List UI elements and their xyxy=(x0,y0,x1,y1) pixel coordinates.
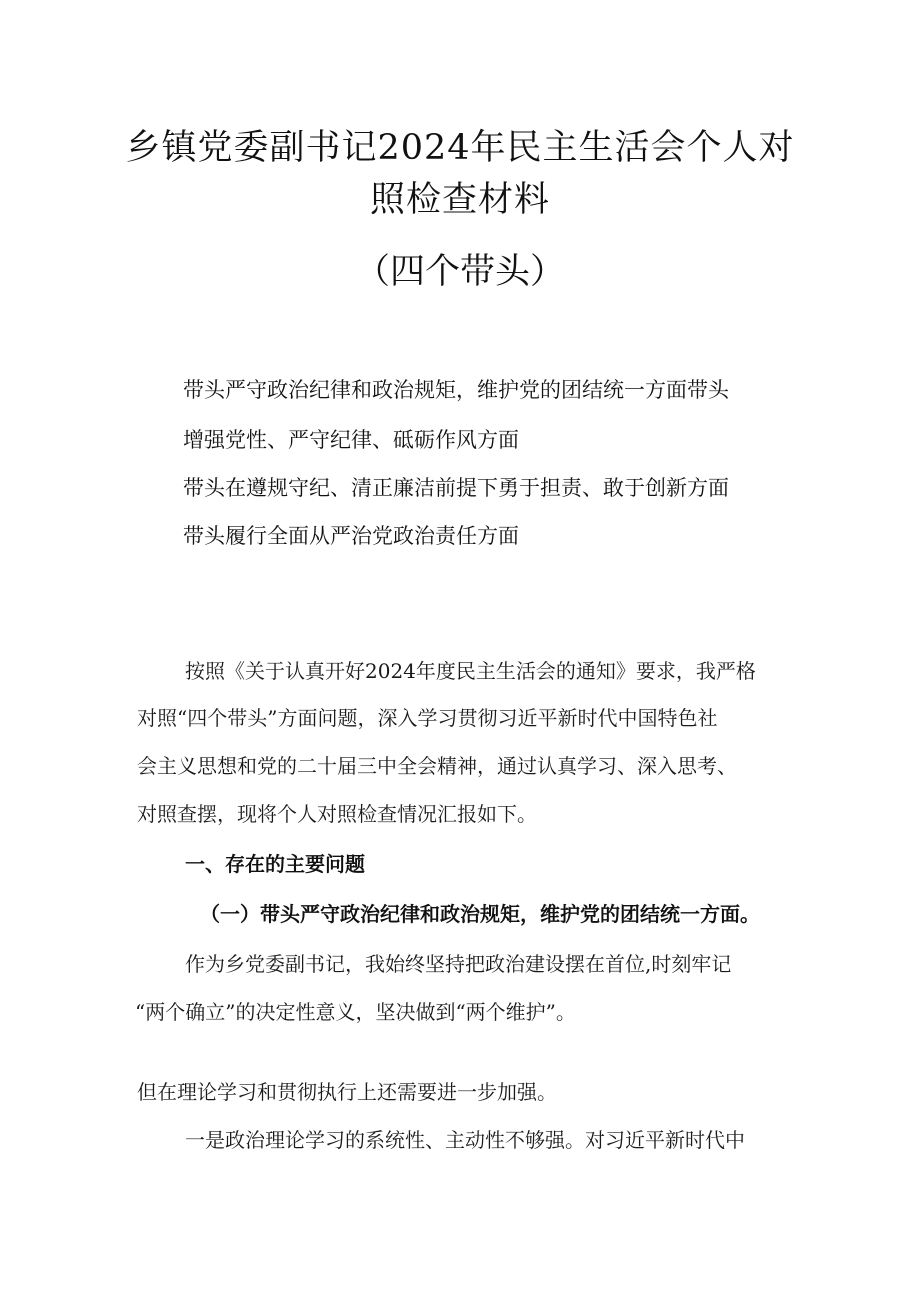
toc-item: 带头在遵规守纪、清正廉洁前提下勇于担责、敢于创新方面 xyxy=(183,476,729,500)
subsection-heading: （一）带头严守政治纪律和政治规矩，维护党的团结统一方面。 xyxy=(200,902,760,926)
toc-item: 增强党性、严守纪律、砥砺作风方面 xyxy=(183,428,519,452)
intro-paragraph-line: 对照“四个带头”方面问题，深入学习贯彻习近平新时代中国特色社 xyxy=(137,706,718,730)
toc-item: 带头履行全面从严治党政治责任方面 xyxy=(183,524,519,548)
intro-paragraph-line: 按照《关于认真开好2024年度民主生活会的通知》要求，我严格 xyxy=(185,659,756,683)
section-heading: 一、存在的主要问题 xyxy=(185,852,365,876)
intro-paragraph-line: 对照查摆，现将个人对照检查情况汇报如下。 xyxy=(137,802,537,826)
document-title-line-2: 照检查材料 xyxy=(369,180,550,220)
intro-paragraph-line: 会主义思想和党的二十届三中全会精神，通过认真学习、深入思考、 xyxy=(137,754,737,778)
body-paragraph: 但在理论学习和贯彻执行上还需要进一步加强。 xyxy=(137,1080,557,1104)
toc-item: 带头严守政治纪律和政治规矩，维护党的团结统一方面带头 xyxy=(183,378,729,402)
document-title-line-1: 乡镇党委副书记2024年民主生活会个人对 xyxy=(125,128,795,168)
body-paragraph-line: 作为乡党委副书记，我始终坚持把政治建设摆在首位,时刻牢记 xyxy=(185,952,732,976)
body-paragraph: 一是政治理论学习的系统性、主动性不够强。对习近平新时代中 xyxy=(185,1128,745,1152)
document-subtitle: （四个带头） xyxy=(354,252,565,292)
body-paragraph-line: “两个确立”的决定性意义，坚决做到“两个维护”。 xyxy=(135,1000,576,1024)
